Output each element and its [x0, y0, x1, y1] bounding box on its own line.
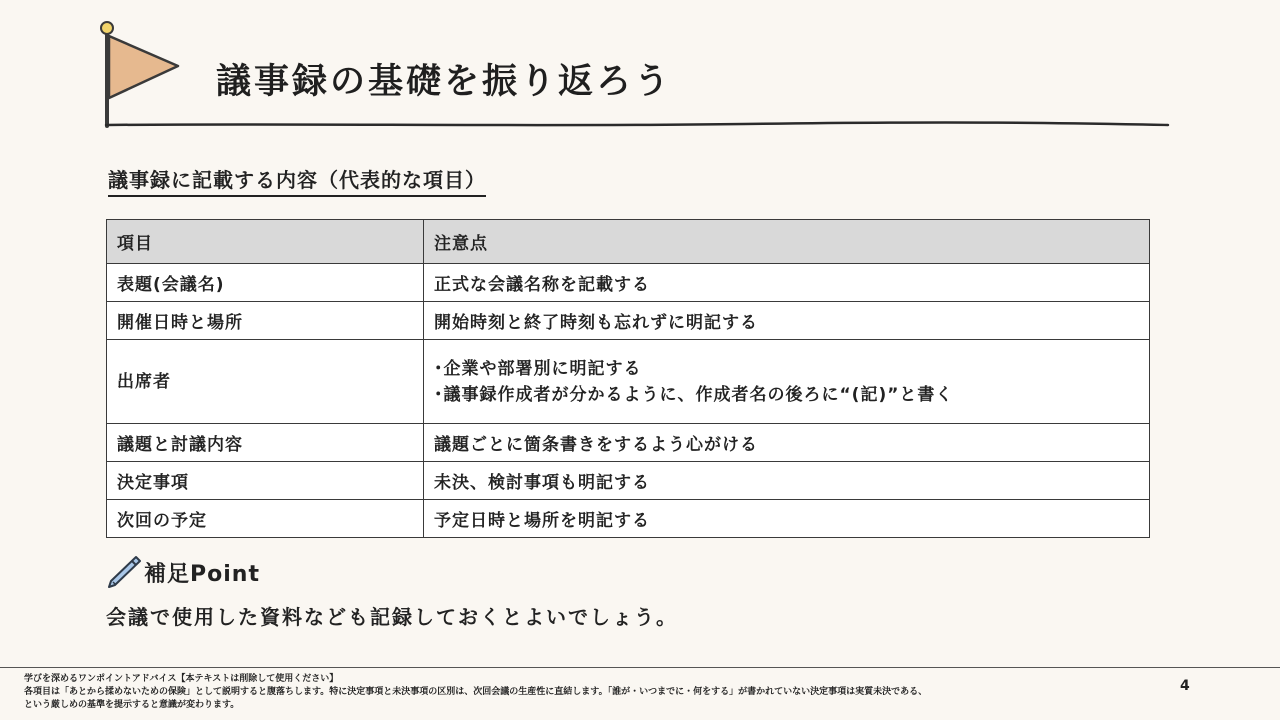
section-heading: 議事録に記載する内容（代表的な項目）	[108, 164, 486, 197]
row-notes: 開始時刻と終了時刻も忘れずに明記する	[424, 302, 1150, 340]
supplement-point-label: 補足Point	[144, 561, 260, 587]
column-header-notes: 注意点	[424, 220, 1150, 264]
content-table	[106, 219, 1150, 538]
column-header-item: 項目	[107, 220, 424, 264]
supplement-point-body: 会議で使用した資料なども記録しておくとよいでしょう。	[106, 605, 678, 629]
row-note-line: ･議事録作成者が分かるように、作成者名の後ろに“(記)”と書く	[434, 384, 954, 405]
table-row	[107, 340, 1150, 424]
table-row	[107, 424, 1150, 462]
table-row	[107, 302, 1150, 340]
row-note-line: ･企業や部署別に明記する	[434, 358, 642, 379]
row-item: 表題(会議名)	[107, 264, 424, 302]
footer-notes	[24, 673, 1144, 712]
table-row	[107, 500, 1150, 538]
table-row	[107, 462, 1150, 500]
footer-line: 各項目は「あとから揉めないための保険」として説明すると腹落ちします。特に決定事項と未決事項の区別は、次回会議の生産性に直結します。「誰が・いつまでに・何をする」が書かれていない決定事項は実質未決である、	[24, 687, 928, 697]
table-header-row	[107, 220, 1150, 264]
row-item: 開催日時と場所	[107, 302, 424, 340]
pen-icon	[104, 554, 142, 590]
row-item: 出席者	[107, 340, 424, 424]
page-title: 議事録の基礎を振り返ろう	[216, 62, 673, 102]
row-notes: 議題ごとに箇条書きをするよう心がける	[424, 424, 1150, 462]
page-number: 4	[1180, 678, 1190, 694]
footer-divider	[0, 667, 1280, 668]
footer-line: 学びを深めるワンポイントアドバイス【本テキストは削除して使用ください】	[24, 674, 339, 684]
supplement-point	[104, 554, 260, 590]
row-item: 決定事項	[107, 462, 424, 500]
table-row	[107, 264, 1150, 302]
row-item: 議題と討議内容	[107, 424, 424, 462]
row-item: 次回の予定	[107, 500, 424, 538]
title-underline	[104, 118, 1170, 132]
row-notes: 正式な会議名称を記載する	[424, 264, 1150, 302]
row-notes: 予定日時と場所を明記する	[424, 500, 1150, 538]
flag-icon	[96, 18, 186, 130]
footer-line: という厳しめの基準を提示すると意識が変わります。	[24, 700, 240, 710]
row-notes	[424, 340, 1150, 424]
row-notes: 未決、検討事項も明記する	[424, 462, 1150, 500]
